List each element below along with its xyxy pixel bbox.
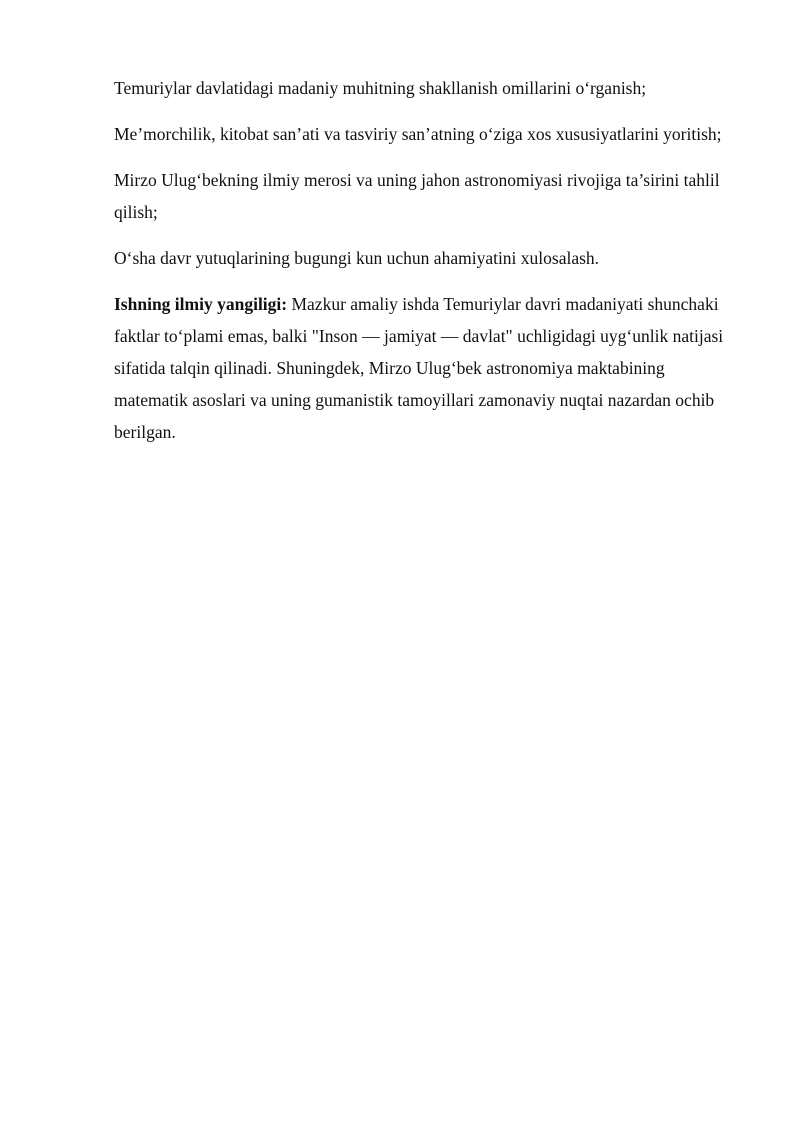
- objective-item-2: Me’morchilik, kitobat san’ati va tasviriy san’atning o‘ziga xos xususiyatlarini yoritish;: [114, 124, 722, 144]
- document-page: [114, 72, 726, 462]
- objective-item-3: Mirzo Ulug‘bekning ilmiy merosi va uning jahon astronomiyasi rivojiga ta’sirini tahlil qilish;: [114, 170, 720, 222]
- novelty-text: Mazkur amaliy ishda Temuriylar davri madaniyati shunchaki faktlar to‘plami emas, balki "Inson — jamiyat — davlat" uchligidagi uyg‘unlik natijasi sifatida talqin qilinadi. Shuningdek, Mirzo Ulug‘bek astronomiya maktabining matematik asoslari va uning gumanistik tamoyillari zamonaviy nuqtai nazardan ochib berilgan.: [114, 294, 724, 442]
- novelty-paragraph: [114, 288, 726, 448]
- novelty-heading: Ishning ilmiy yangiligi:: [114, 294, 288, 314]
- objective-item-1: Temuriylar davlatidagi madaniy muhitning shakllanish omillarini o‘rganish;: [114, 78, 647, 98]
- objective-item-4: O‘sha davr yutuqlarining bugungi kun uchun ahamiyatini xulosalash.: [114, 248, 600, 268]
